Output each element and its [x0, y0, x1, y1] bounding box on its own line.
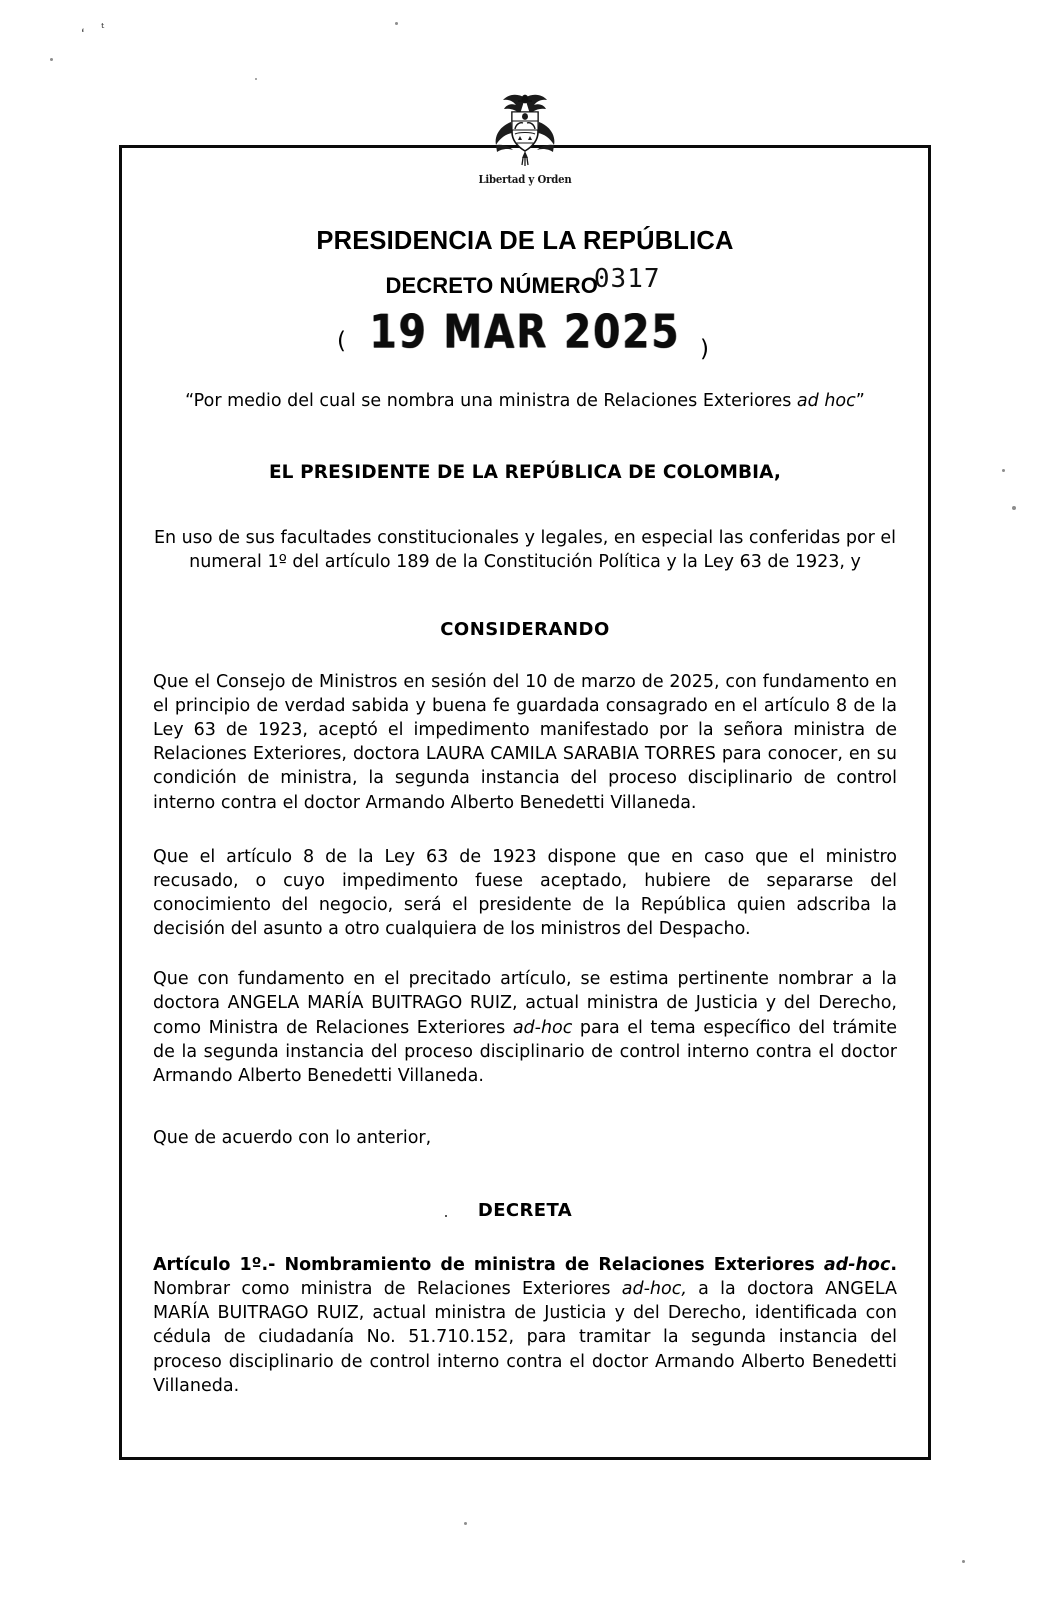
scan-artifact-mark-2: ᵗ	[101, 21, 105, 36]
epigraph-ad-hoc: ad hoc	[796, 391, 856, 411]
decree-body	[122, 390, 928, 1398]
crest-motto-text: Libertad y Orden	[478, 173, 572, 186]
considerando-paragraph-1: Que el Consejo de Ministros en sesión del 10 de marzo de 2025, con fundamento en el principio de verdad sabida y buena fe guardada consagrado en el artículo 8 de la Ley 63 de 1923, aceptó el impedimento manifestado por la señora ministra de Relaciones Exteriores, doctora LAURA CAMILA SARABIA TORRES para conocer, en su condición de ministra, la segunda instancia del proceso disciplinario de control interno contra el doctor Armando Alberto Benedetti Villaneda.	[153, 671, 897, 813]
date-stamp: 19 MAR 2025	[369, 305, 681, 360]
articulo-1-body-part1: Nombrar como ministra de Relaciones Exteriores	[153, 1279, 622, 1300]
articulo-1-title: Artículo 1º.- Nombramiento de ministra de Relaciones Exteriores	[153, 1255, 824, 1276]
considerando-heading: CONSIDERANDO	[440, 618, 610, 640]
paren-open: (	[337, 328, 346, 354]
articulo-1-ad-hoc: ad-hoc,	[621, 1279, 687, 1300]
coat-of-arms-block	[122, 88, 928, 186]
articulo-1-title-ad-hoc: ad-hoc	[823, 1255, 891, 1276]
considerando-paragraph-3	[153, 967, 897, 1088]
decree-page-frame	[119, 145, 931, 1460]
crest-border-mask	[482, 202, 568, 216]
colombia-coat-of-arms-icon	[482, 88, 568, 174]
scan-artifact-mark-1: ʻ	[79, 26, 89, 43]
acuerdo-line: Que de acuerdo con lo anterior,	[153, 1128, 432, 1149]
decree-number-label: DECRETO NÚMERO	[385, 273, 598, 298]
scan-speck	[255, 78, 257, 80]
epigraph-text-after: ”	[855, 391, 865, 411]
considerando-3-part2: para el tema específico del trámite de la segunda instancia del proceso disciplinario de control interno contra el doctor Armando Alberto Benedetti Villaneda.	[153, 1017, 897, 1086]
decreta-stray-dot	[445, 1215, 447, 1217]
decreta-heading	[153, 1200, 897, 1221]
president-heading: EL PRESIDENTE DE LA REPÚBLICA DE COLOMBIA,	[268, 461, 782, 483]
institution-title: PRESIDENCIA DE LA REPÚBLICA	[316, 227, 734, 255]
decree-number-row	[122, 264, 928, 304]
epigraph-text-before: “Por medio del cual se nombra una ministra de Relaciones Exteriores	[185, 391, 797, 411]
decree-number-value: 0317	[593, 264, 661, 294]
articulo-1-paragraph	[153, 1253, 897, 1398]
articulo-1-body-part2: a la doctora ANGELA MARÍA BUITRAGO RUIZ, actual ministra de Justicia y del Derecho, identificada con cédula de ciudadanía No. 51.710.152, para tramitar la segunda instancia del proceso disciplinario de control interno contra el doctor Armando Alberto Benedetti Villaneda.	[153, 1279, 897, 1396]
decreta-heading-text: DECRETA	[477, 1200, 573, 1222]
scan-speck	[395, 22, 398, 25]
scan-speck	[1002, 469, 1005, 472]
scan-speck	[50, 58, 53, 61]
considerando-3-ad-hoc: ad-hoc	[512, 1017, 573, 1038]
legal-basis-paragraph: En uso de sus facultades constitucionales y legales, en especial las conferidas por el numeral 1º del artículo 189 de la Constitución Política y la Ley 63 de 1923, y	[153, 527, 897, 572]
considerando-3-part1: Que con fundamento en el precitado artículo, se estima pertinente nombrar a la doctora ANGELA MARÍA BUITRAGO RUIZ, actual ministra de Justicia y del Derecho, como Ministra de Relaciones Exteriores	[153, 969, 897, 1038]
considerando-paragraph-2: Que el artículo 8 de la Ley 63 de 1923 dispone que en caso que el ministro recusado, o cuyo impedimento fuese aceptado, hubiere de separarse del conocimiento del negocio, será el presidente de la República quien adscriba la decisión del asunto a otro cualquiera de los ministros del Despacho.	[153, 846, 897, 940]
decree-date-row	[122, 306, 928, 366]
scan-speck	[962, 1560, 965, 1563]
articulo-1-title-period: .	[890, 1255, 897, 1276]
decree-epigraph	[153, 390, 897, 414]
paren-close: )	[700, 336, 709, 362]
scan-speck	[464, 1522, 467, 1525]
scan-speck	[1012, 506, 1016, 510]
